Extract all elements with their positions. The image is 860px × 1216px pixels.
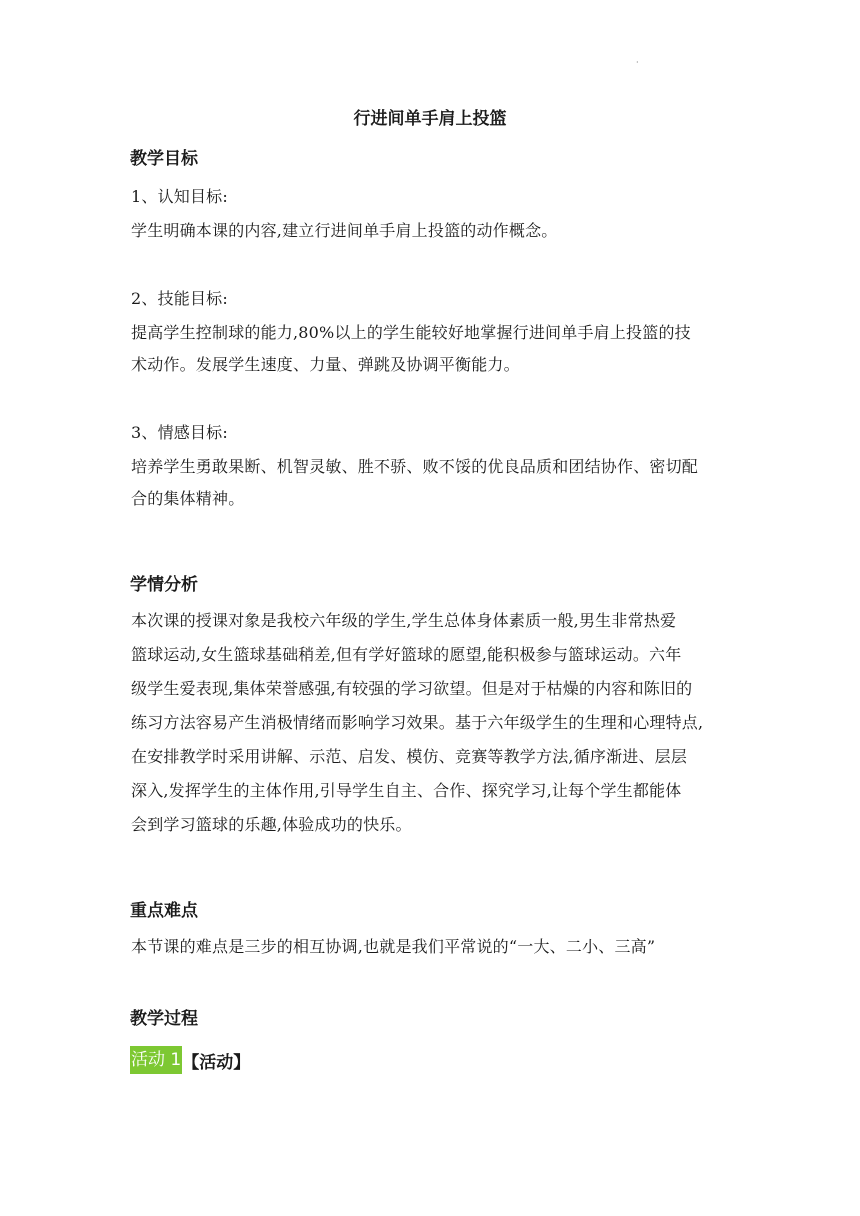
skill-objective-text-line: 术动作。发展学生速度、力量、弹跳及协调平衡能力。 — [131, 355, 520, 374]
key-points-text: 本节课的难点是三步的相互协调,也就是我们平常说的“一大、二小、三高” — [131, 937, 656, 956]
emotion-objective-label: 3、情感目标: — [131, 423, 228, 442]
activity-tag: 活动 1 — [130, 1046, 182, 1074]
heading-key-points: 重点难点 — [130, 901, 198, 921]
heading-process: 教学过程 — [130, 1009, 198, 1029]
document-title: 行进间单手肩上投篮 — [353, 109, 507, 129]
heading-analysis: 学情分析 — [130, 575, 198, 595]
cognitive-objective-label: 1、认知目标: — [131, 187, 228, 206]
emotion-objective-text-line: 培养学生勇敢果断、机智灵敏、胜不骄、败不馁的优良品质和团结协作、密切配 — [131, 457, 699, 476]
analysis-text-line: 在安排教学时采用讲解、示范、启发、模仿、竞赛等教学方法,循序渐进、层层 — [131, 747, 688, 766]
activity-1-row — [130, 1046, 250, 1074]
heading-objectives: 教学目标 — [130, 149, 198, 169]
analysis-text-line: 练习方法容易产生消极情绪而影响学习效果。基于六年级学生的生理和心理特点, — [131, 713, 704, 732]
skill-objective-text-line: 提高学生控制球的能力,80%以上的学生能较好地掌握行进间单手肩上投篮的技 — [131, 323, 691, 342]
analysis-text-line: 本次课的授课对象是我校六年级的学生,学生总体身体素质一般,男生非常热爱 — [131, 611, 677, 630]
emotion-objective-text-line: 合的集体精神。 — [131, 489, 245, 508]
cognitive-objective-text: 学生明确本课的内容,建立行进间单手肩上投篮的动作概念。 — [131, 221, 558, 240]
skill-objective-label: 2、技能目标: — [131, 289, 228, 308]
analysis-text-line: 深入,发挥学生的主体作用,引导学生自主、合作、探究学习,让每个学生都能体 — [131, 781, 682, 800]
activity-label: 【活动】 — [182, 1052, 251, 1073]
analysis-text-line: 级学生爱表现,集体荣誉感强,有较强的学习欲望。但是对于枯燥的内容和陈旧的 — [131, 679, 693, 698]
corner-mark: · — [636, 58, 639, 67]
analysis-text-line: 会到学习篮球的乐趣,体验成功的快乐。 — [131, 815, 412, 834]
analysis-text-line: 篮球运动,女生篮球基础稍差,但有学好篮球的愿望,能积极参与篮球运动。六年 — [131, 645, 682, 664]
